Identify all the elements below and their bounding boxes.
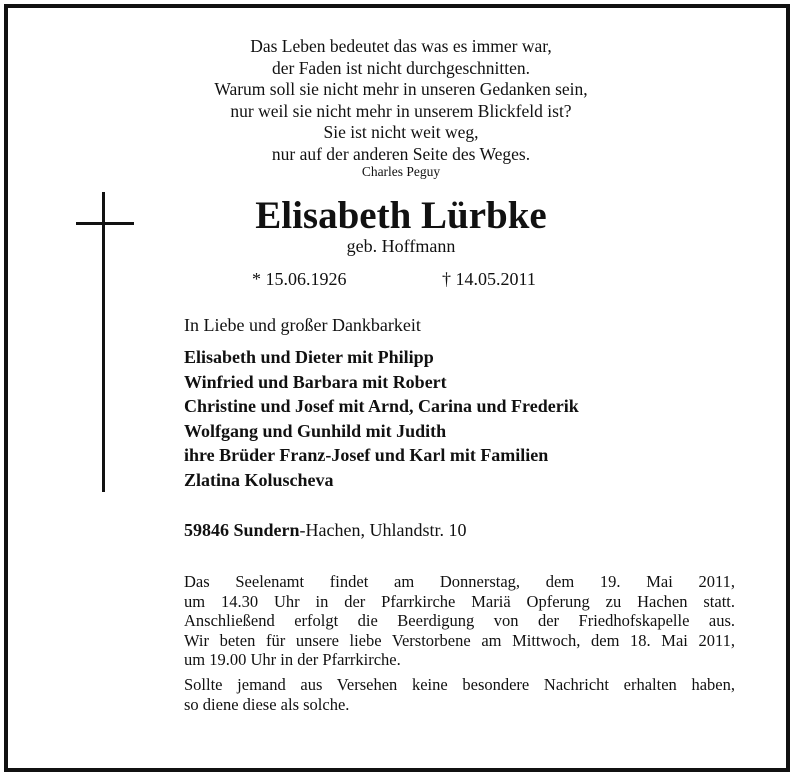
- maiden-name: geb. Hoffmann: [346, 236, 456, 256]
- funeral-notice: [184, 572, 735, 670]
- notice-line: Wir beten für unsere liebe Verstorbene am Mittwoch, dem 18. Mai 2011,: [184, 630, 735, 650]
- poem-line: der Faden ist nicht durchgeschnitten.: [271, 57, 531, 78]
- closing-note: [184, 675, 735, 714]
- notice-line: Das Seelenamt findet am Donnerstag, dem 19. Mai 2011,: [184, 572, 735, 591]
- family-member: Wolfgang und Gunhild mit Judith: [184, 420, 447, 441]
- closing-line: Sollte jemand aus Versehen keine besondere Nachricht erhalten haben,: [184, 675, 735, 694]
- notice-line: Anschließend erfolgt die Beerdigung von der Friedhofskapelle aus.: [184, 611, 735, 630]
- notice-line: um 14.30 Uhr in der Pfarrkirche Mariä Opferung zu Hachen statt.: [184, 591, 735, 611]
- closing-line: so diene diese als solche.: [184, 694, 350, 714]
- family-member: Winfried und Barbara mit Robert: [184, 371, 447, 392]
- birth-date: * 15.06.1926: [252, 269, 347, 289]
- obituary-card: [4, 4, 790, 772]
- poem-line: Sie ist nicht weit weg,: [323, 122, 479, 142]
- address-postal-city: 59846 Sundern: [184, 520, 300, 540]
- family-member: ihre Brüder Franz-Josef und Karl mit Familien: [184, 445, 549, 465]
- deceased-name: Elisabeth Lürbke: [255, 194, 547, 237]
- address: [184, 518, 467, 542]
- poem-line: Warum soll sie nicht mehr in unseren Gedanken sein,: [214, 79, 588, 99]
- poem-author: Charles Peguy: [361, 164, 441, 179]
- notice-line: um 19.00 Uhr in der Pfarrkirche.: [184, 650, 401, 669]
- family-list: [184, 345, 579, 492]
- gratitude-line: In Liebe und großer Dankbarkeit: [184, 315, 421, 335]
- poem: [8, 36, 794, 181]
- poem-line: Das Leben bedeutet das was es immer war,: [250, 36, 552, 56]
- address-street: -Hachen, Uhlandstr. 10: [299, 520, 467, 540]
- poem-line: nur auf der anderen Seite des Weges.: [271, 143, 531, 164]
- family-member: Christine und Josef mit Arnd, Carina und Frederik: [184, 396, 579, 416]
- death-date: † 14.05.2011: [442, 269, 536, 289]
- family-member: Zlatina Koluscheva: [184, 469, 334, 490]
- poem-line: nur weil sie nicht mehr in unserem Blickfeld ist?: [230, 100, 572, 121]
- family-member: Elisabeth und Dieter mit Philipp: [184, 347, 434, 367]
